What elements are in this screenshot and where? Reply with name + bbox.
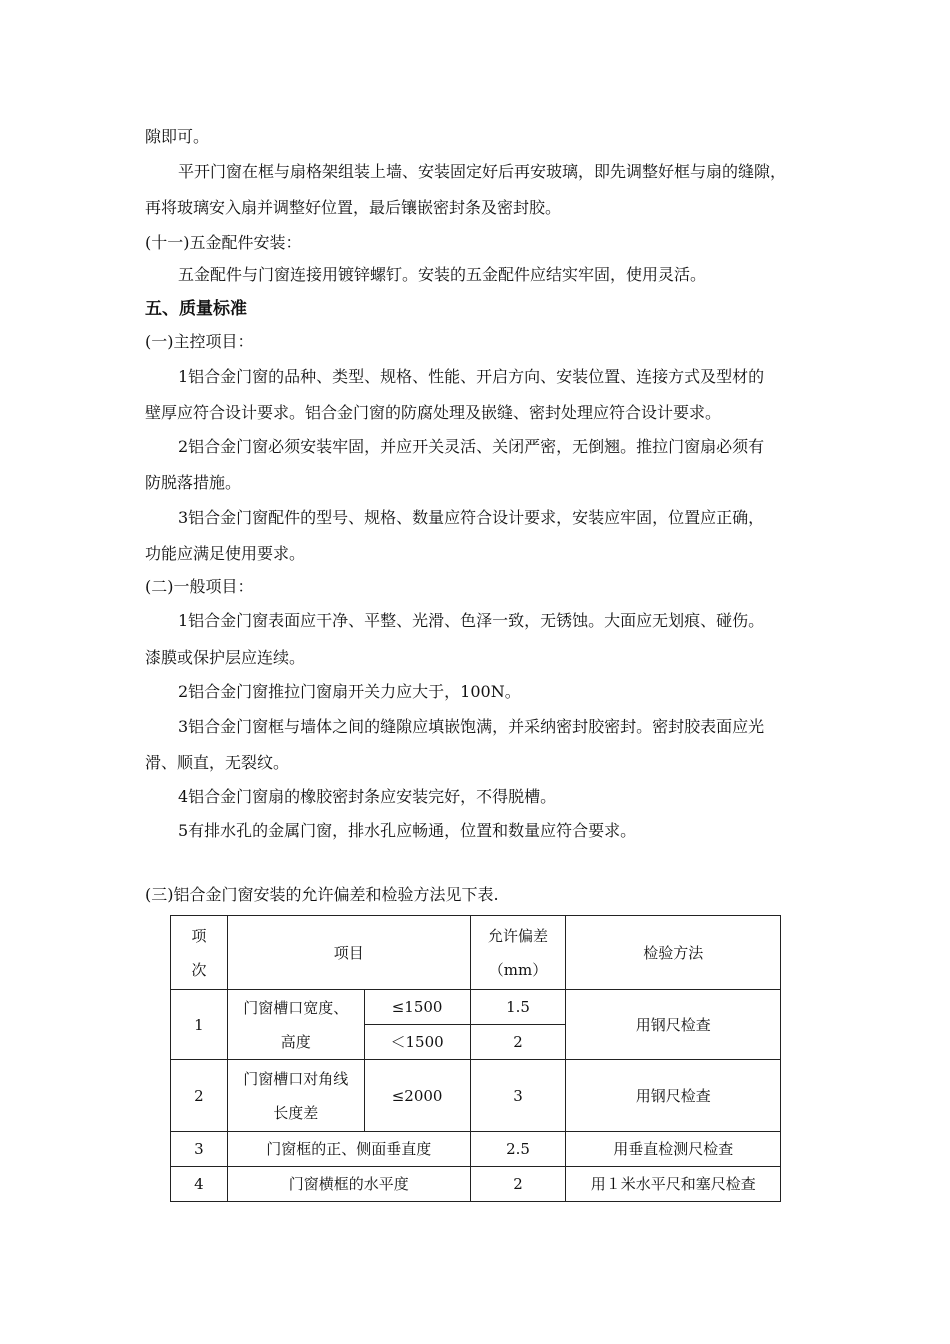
row-tolerance: 2 [470,1167,566,1202]
row-condition: ≤1500 [364,990,470,1025]
table-row [171,990,781,1025]
header-index: 项 次 [171,916,228,990]
row-index: 1 [171,990,228,1060]
row-method: 用钢尺检查 [566,1060,781,1132]
row-method: 用钢尺检查 [566,990,781,1060]
subsection-title: (一)主控项目： [145,332,254,351]
row-condition: ＜1500 [364,1025,470,1060]
paragraph-line: 再将玻璃安入扇并调整好位置，最后镶嵌密封条及密封胶。 [145,198,562,217]
paragraph-line: 隙即可。 [145,127,210,146]
paragraph-line: 五金配件与门窗连接用镀锌螺钉。安装的五金配件应结实牢固，使用灵活。 [178,265,707,284]
row-item: 门窗横框的水平度 [227,1167,470,1202]
row-index: 3 [171,1132,228,1167]
row-tolerance: 1.5 [470,990,566,1025]
row-tolerance: 3 [470,1060,566,1132]
item-line: 漆膜或保护层应连续。 [145,648,306,667]
item-line: 2铝合金门窗必须安装牢固，并应开关灵活、关闭严密，无倒翘。推拉门窗扇必须有 [178,437,765,456]
header-method: 检验方法 [566,916,781,990]
item-line: 1铝合金门窗表面应干净、平整、光滑、色泽一致，无锈蚀。大面应无划痕、碰伤。 [178,611,765,630]
row-item: 门窗槽口对角线 长度差 [227,1060,364,1132]
tolerance-table [170,915,781,1202]
header-tolerance: 允许偏差 （mm） [470,916,566,990]
row-method: 用１米水平尺和塞尺检查 [566,1167,781,1202]
paragraph-line: 平开门窗在框与扇格架组装上墙、安装固定好后再安玻璃，即先调整好框与扇的缝隙， [178,162,787,181]
item-line: 5有排水孔的金属门窗，排水孔应畅通，位置和数量应符合要求。 [178,821,637,840]
table-row [171,1167,781,1202]
subsection-title: (二)一般项目： [145,577,254,596]
item-line: 功能应满足使用要求。 [145,544,306,563]
row-tolerance: 2 [470,1025,566,1060]
item-line: 壁厚应符合设计要求。铝合金门窗的防腐处理及嵌缝、密封处理应符合设计要求。 [145,403,722,422]
row-item: 门窗槽口宽度、 高度 [227,990,364,1060]
item-line: 滑、顺直，无裂纹。 [145,753,290,772]
item-line: 4铝合金门窗扇的橡胶密封条应安装完好，不得脱槽。 [178,787,557,806]
item-line: 防脱落措施。 [145,473,242,492]
table-header-row [171,916,781,990]
item-line: 3铝合金门窗框与墙体之间的缝隙应填嵌饱满，并采纳密封胶密封。密封胶表面应光 [178,717,765,736]
row-method: 用垂直检测尺检查 [566,1132,781,1167]
item-line: 2铝合金门窗推拉门窗扇开关力应大于，100N。 [178,682,521,701]
row-index: 2 [171,1060,228,1132]
row-tolerance: 2.5 [470,1132,566,1167]
item-line: 3铝合金门窗配件的型号、规格、数量应符合设计要求，安装应牢固，位置应正确， [178,508,765,527]
table-caption: (三)铝合金门窗安装的允许偏差和检验方法见下表. [145,885,499,904]
row-condition: ≤2000 [364,1060,470,1132]
subsection-title: (十一)五金配件安装： [145,233,302,252]
row-item: 门窗框的正、侧面垂直度 [227,1132,470,1167]
table-row [171,1132,781,1167]
section-heading: 五、质量标准 [145,299,247,319]
table-row [171,1060,781,1132]
row-index: 4 [171,1167,228,1202]
header-item: 项目 [227,916,470,990]
item-line: 1铝合金门窗的品种、类型、规格、性能、开启方向、安装位置、连接方式及型材的 [178,367,765,386]
